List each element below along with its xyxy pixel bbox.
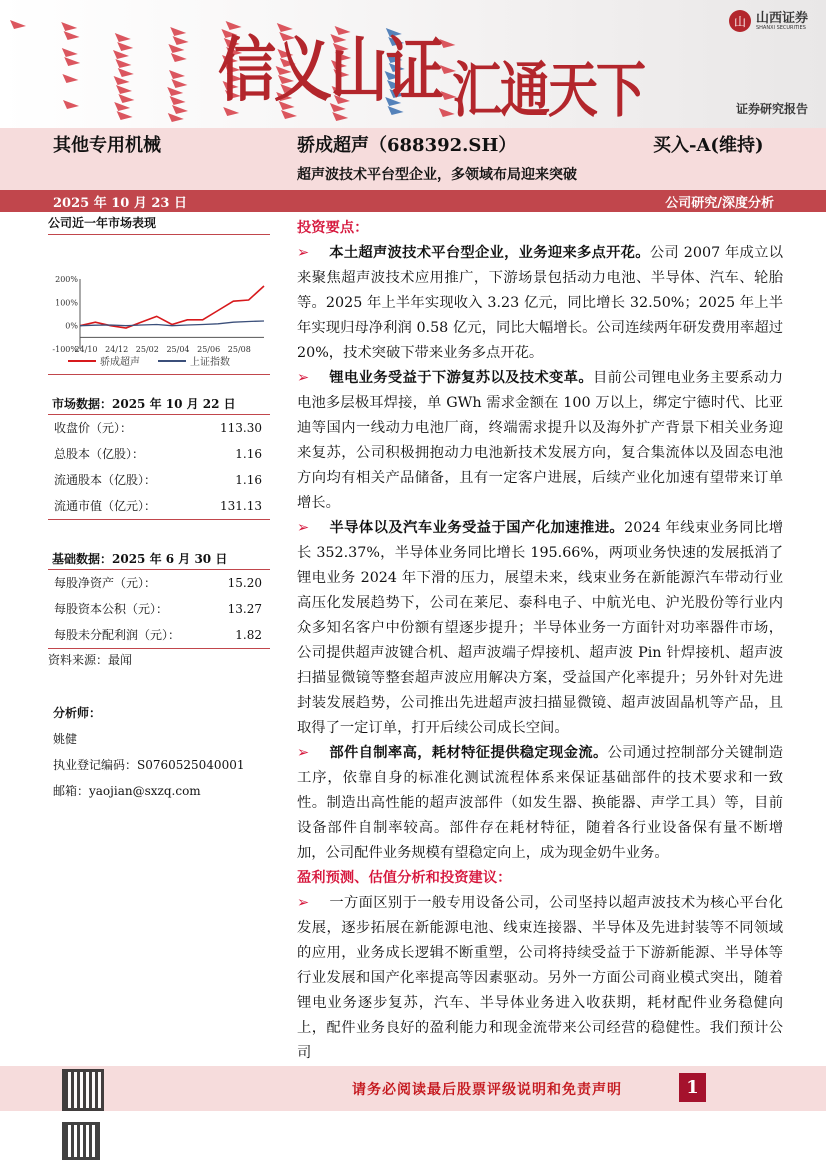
- analyst-code: 执业登记编码：S0760525040001: [53, 758, 245, 772]
- disclaimer-notice[interactable]: 请务必阅读最后股票评级说明和免责声明: [352, 1082, 622, 1098]
- arrow-shape: [117, 42, 133, 51]
- arrow-shape: [117, 111, 133, 120]
- key-point: [297, 366, 783, 516]
- slogan-2: 汇通天下: [452, 54, 644, 126]
- x-tick-label: 25/08: [227, 345, 251, 354]
- market-data-table: [48, 415, 270, 520]
- report-date: 2025 年 10 月 23 日: [53, 196, 187, 211]
- arrow-shape: [169, 70, 185, 79]
- qr-code-icon: [62, 1069, 104, 1111]
- row-value: 1.16: [235, 473, 262, 487]
- legend-label: 骄成超声: [100, 357, 140, 368]
- analyst-email[interactable]: 邮箱：yaojian@sxzq.com: [53, 784, 201, 798]
- key-point-heading: 锂电业务受益于下游复苏以及技术变革。: [329, 370, 593, 386]
- date-bar: [0, 190, 826, 212]
- report-type: 证券研究报告: [735, 102, 808, 116]
- key-point-text: 目前公司锂电业务主要系动力电池多层极耳焊接，单 GWh 需求金额在 100 万以上，绑定宁德时代、比亚迪等国内一线动力电池厂商，终端需求提升以及海外扩产背景下相关业务迎来复苏，公司积极拥抱动力电池新技术发展方向，复合集流体以及固态电池方向均有相关产品储备，且有一定客户进展，后续产业化加速有望带来订单增长。: [297, 370, 784, 511]
- key-point-text: 公司 2007 年成立以来聚焦超声波技术应用推广，下游场景包括动力电池、半导体、汽车、轮胎等。2025 年上半年实现收入 3.23 亿元，同比增长 32.50%；2025 年上半年实现归母净利润 0.58 亿元，同比大幅增长。公司连续两年研发费用率超过 20%，技术突破下带来业务多点开花。: [297, 245, 783, 361]
- arrow-shape: [64, 31, 80, 40]
- arrow-shape: [116, 85, 132, 94]
- company-logo: [729, 10, 808, 32]
- market-data-title: 市场数据：2025 年 10 月 22 日: [48, 395, 270, 415]
- chart-title: 公司近一年市场表现: [48, 214, 270, 235]
- header-banner: [0, 0, 826, 128]
- row-label: 每股未分配利润（元）：: [54, 628, 181, 642]
- data-row: [48, 493, 270, 519]
- arrow-shape: [62, 74, 78, 83]
- y-tick-label: 100%: [55, 298, 78, 308]
- key-point-heading: 本土超声波技术平台型企业，业务迎来多点开花。: [329, 245, 650, 261]
- section-heading-key-points: 投资要点：: [297, 220, 369, 236]
- arrow-shape: [171, 79, 187, 88]
- arrow-shape: [113, 50, 129, 59]
- data-row: [48, 467, 270, 493]
- basic-data-title: 基础数据：2025 年 6 月 30 日: [48, 550, 270, 570]
- arrow-shape: [118, 94, 134, 103]
- key-point: [297, 741, 783, 866]
- slogan-1: 信义山证: [218, 29, 443, 111]
- key-point-heading: 部件自制率高，耗材特征提供稳定现金流。: [329, 745, 608, 761]
- arrow-shape: [64, 57, 80, 66]
- basic-data-table: [48, 570, 270, 649]
- report-subtitle: 超声波技术平台型企业，多领域布局迎来突破: [297, 167, 577, 183]
- data-source: 资料来源：最闻: [48, 653, 133, 667]
- arrow-shape: [168, 113, 184, 122]
- rating: 买入-A(维持): [653, 135, 764, 156]
- report-category: 公司研究/深度分析: [665, 196, 774, 211]
- chart-svg: [48, 235, 270, 373]
- data-row: [48, 622, 270, 648]
- x-tick-label: 25/06: [197, 345, 221, 354]
- arrow-shape: [114, 76, 130, 85]
- bullet-arrow-icon: ➢: [297, 745, 309, 761]
- data-row: [48, 596, 270, 622]
- arrow-shape: [63, 100, 79, 109]
- stock-chart: [48, 235, 270, 375]
- y-tick-label: 200%: [55, 275, 78, 284]
- qr-code-icon-2: [62, 1122, 100, 1160]
- row-label: 每股净资产（元）：: [54, 576, 157, 590]
- page-number: 1: [679, 1073, 706, 1102]
- arrow-shape: [173, 36, 189, 45]
- key-point-heading: 半导体以及汽车业务受益于国产化加速推进。: [329, 520, 625, 536]
- bullet-arrow-icon: ➢: [297, 520, 309, 536]
- row-label: 每股资本公积（元）：: [54, 602, 169, 616]
- bullet-arrow-icon: ➢: [297, 370, 309, 386]
- arrow-shape: [171, 53, 187, 62]
- row-label: 流通市值（亿元）：: [54, 499, 157, 513]
- row-value: 15.20: [227, 576, 262, 590]
- row-value: 13.27: [227, 602, 262, 616]
- stock-name: 骄成超声（688392.SH）: [297, 135, 517, 156]
- arrow-shape: [170, 96, 186, 105]
- y-tick-label: -100%: [52, 345, 78, 354]
- arrow-shape: [172, 105, 188, 114]
- key-point-text: 2024 年线束业务同比增长 352.37%，半导体业务同比增长 195.66%，两项业务快速的发展抵消了锂电业务 2024 年下滑的压力，展望未来，线束业务在新能源汽车带动行业高压化发展趋势下，公司在莱尼、泰科电子、中航光电、沪光股份等行业内众多知名客户中份额有望逐步提升；半导体业务一方面针对功率器件市场，公司提供超声波键合机、超声波端子焊接机、超声波 Pin 针焊接机、超声波扫描显微镜等整套超声波应用解决方案，受益国产化率提升；另外针对先进封装发展趋势，公司推出先进超声波扫描显微镜、超声波固晶机等产品，且取得了一定订单，打开后续公司成长空间。: [297, 520, 783, 736]
- arrow-shape: [118, 68, 134, 77]
- arrow-shape: [168, 44, 184, 53]
- arrow-shape: [170, 27, 186, 36]
- footer-band: [0, 1066, 826, 1111]
- data-row: [48, 415, 270, 441]
- arrow-shape: [115, 33, 131, 42]
- data-row: [48, 441, 270, 467]
- forecast-text: 一方面区别于一般专用设备公司，公司坚持以超声波技术为核心平台化发展，逐步拓展在新能源电池、线束连接器、半导体及先进封装等不同领域的应用，业务成长逻辑不断重塑，公司将持续受益于下游新能源、半导体等行业发展和国产化率提高等因素驱动。另外一方面公司商业模式突出，随着锂电业务逐步复苏，汽车、半导体业务进入收获期，耗材配件业务稳健向上，配件业务良好的盈利能力和现金流带来公司经营的稳健性。我们预计公司: [297, 895, 783, 1061]
- analyst-name: 姚健: [53, 732, 78, 746]
- row-value: 1.16: [235, 447, 262, 461]
- analyst-block: [48, 700, 270, 804]
- x-tick-label: 24/12: [105, 345, 129, 354]
- x-tick-label: 25/02: [135, 345, 159, 354]
- key-point: [297, 516, 783, 741]
- y-tick-label: 0%: [65, 321, 78, 331]
- row-label: 收盘价（元）：: [54, 421, 133, 435]
- x-tick-label: 25/04: [166, 345, 190, 354]
- arrow-shape: [61, 22, 77, 31]
- industry: 其他专用机械: [53, 135, 161, 156]
- row-value: 1.82: [235, 628, 262, 642]
- row-value: 131.13: [220, 499, 262, 513]
- arrow-shape: [10, 20, 26, 29]
- key-point-text: 公司通过控制部分关键制造工序，依靠自身的标准化测试流程体系来保证基础部件的技术要求和一致性。制造出高性能的超声波部件（如发生器、换能器、声学工具）等，目前设备部件自制率较高。部件存在耗材特征，随着各行业设备保有量不断增加，公司配件业务规模有望稳定向上，成为现金奶牛业务。: [297, 745, 784, 861]
- analyst-title: 分析师：: [53, 706, 102, 720]
- main-content: [297, 216, 783, 1066]
- legend-label: 上证指数: [190, 357, 230, 368]
- arrow-shape: [62, 48, 78, 57]
- key-point: [297, 241, 783, 366]
- logo-mark-icon: 山: [729, 10, 751, 32]
- row-label: 流通股本（亿股）：: [54, 473, 157, 487]
- section-heading-forecast: 盈利预测、估值分析和投资建议：: [297, 870, 512, 886]
- arrow-shape: [114, 102, 130, 111]
- data-row: [48, 570, 270, 596]
- logo-sub: SHANXI SECURITIES: [755, 24, 806, 31]
- forecast-paragraph: [297, 891, 783, 1066]
- row-value: 113.30: [220, 421, 262, 435]
- x-tick-label: 24/10: [74, 345, 98, 354]
- arrow-shape: [167, 87, 183, 96]
- bullet-arrow-icon: ➢: [297, 245, 309, 261]
- logo-name: 山西证券: [755, 10, 808, 26]
- left-sidebar: [48, 214, 270, 804]
- arrow-shape: [115, 59, 131, 68]
- row-label: 总股本（亿股）：: [54, 447, 145, 461]
- bullet-arrow-icon: ➢: [297, 895, 309, 911]
